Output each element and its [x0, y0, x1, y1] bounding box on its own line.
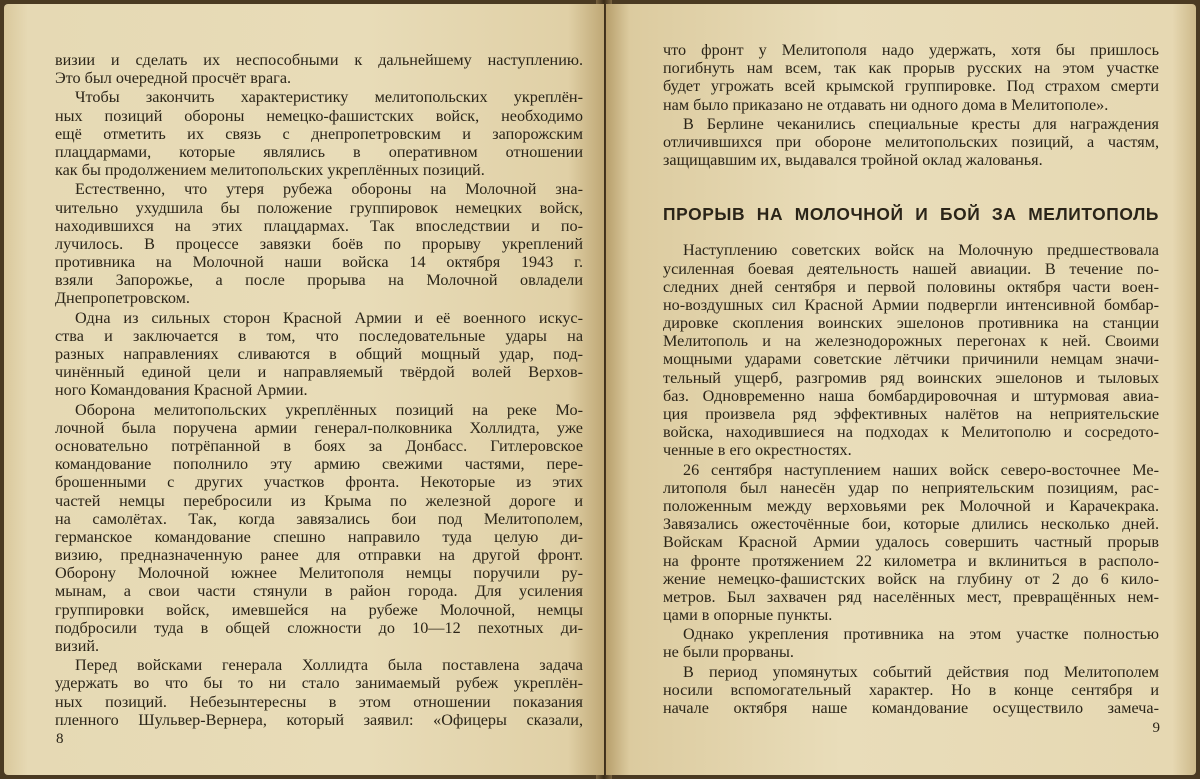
text-line: следних дней сентября и первой половины октября части воен-	[663, 277, 1159, 296]
text-line: визию, предназначенную ранее для отправки на другой фронт.	[55, 546, 583, 565]
text-line: на фронте протяжением 22 километра и вклиниться в располо-	[663, 551, 1159, 570]
text-line: ных позиций. Небезынтересны в этом отношении показания	[55, 692, 583, 711]
paragraph	[55, 309, 583, 400]
text-line: погибнуть нам всем, так как прорыв русских на этом участке	[663, 59, 1159, 78]
text-line: тельный ущерб, разгромив ряд воинских эшелонов и тыловых	[663, 368, 1159, 387]
paragraph	[663, 241, 1159, 459]
text-line: ция произвела ряд эффективных налётов на неприятельские	[663, 405, 1159, 423]
paragraph	[55, 180, 583, 307]
text-line: командование пополнило эту армию свежими частями, пере-	[55, 455, 583, 474]
text-line: лучилось. В процессе завязки боёв по прорыву укреплений	[55, 234, 583, 253]
text-line: чинённый единой цели и направляемый твёрдой волей Верхов-	[55, 363, 583, 382]
page-number: 8	[56, 731, 64, 747]
text-line: визий.	[55, 637, 100, 655]
paragraph	[55, 401, 583, 656]
text-line: германское командование спешно направило туда целую ди-	[55, 527, 583, 546]
paragraph	[55, 656, 583, 729]
text-line: чительно ухудшила бы положение группировок немецких войск,	[55, 198, 583, 217]
text-line: на самолётах. Так, когда завязались бои под Мелитополем,	[55, 509, 583, 528]
text-line: Днепропетровском.	[55, 289, 190, 308]
left-page-text	[55, 51, 583, 730]
text-line: ства и заключается в том, что последовательные удары на	[55, 326, 583, 345]
page-number: 9	[1152, 720, 1160, 736]
paragraph	[55, 88, 583, 179]
text-line: нам было приказано не отдавать ни одного дома в Мелитополе».	[663, 95, 1109, 114]
text-line: противника на Молочной наши войска 14 октября 1943 г.	[55, 253, 583, 272]
text-line: разных направлениях сливаются в общий мощный удар, под-	[55, 345, 583, 363]
text-line: начале октября наше командование осуществило замеча-	[663, 699, 1159, 717]
text-line: ещё отметить их связь с днепропетровским и запорожским	[55, 124, 583, 143]
text-line: плацдармами, которые являлись в оперативном отношении	[55, 142, 583, 161]
text-line: частей немцы перебросили из Крыма по железной дороге и	[55, 491, 583, 510]
right-page-text	[663, 41, 1159, 718]
paragraph	[55, 51, 583, 87]
text-line: Мелитополь и на железнодорожных перегонах к ней. Своими	[663, 332, 1159, 351]
text-line: носили вспомогательный характер. Но в конце сентября и	[663, 680, 1159, 699]
text-line: группировки войск, имевшейся на рубеже Молочной, немцы	[55, 600, 583, 619]
text-line: мынам, а свои части стянули в район города. Для усиления	[55, 582, 583, 601]
paragraph	[663, 461, 1159, 625]
text-line: В период упомянутых событий действия под Мелитополем	[683, 662, 1159, 681]
text-line: визии и сделать их неспособными к дальнейшему наступлению.	[55, 51, 583, 69]
text-line: ного Командования Красной Армии.	[55, 381, 308, 400]
text-line: баз. Одновременно наша бомбардировочная и штурмовая авиа-	[663, 386, 1159, 405]
text-line: ченные в его окрестностях.	[663, 441, 852, 460]
text-line: Однако укрепления противника на этом участке полностью	[683, 625, 1159, 644]
text-after-heading	[663, 241, 1159, 717]
paragraph	[663, 625, 1159, 661]
text-line: как бы продолжением мелитопольских укреплённых позиций.	[55, 161, 485, 180]
paragraph	[663, 115, 1159, 170]
text-line: основательно потрёпанной в боях за Донбасс. Гитлеровское	[55, 436, 583, 455]
text-line: В Берлине чеканились специальные кресты для награждения	[683, 114, 1159, 133]
text-line: подбросили туда в общей сложности до 10—12 пехотных ди-	[55, 618, 583, 637]
text-line: дировке скопления воинских эшелонов противника на станции	[663, 314, 1159, 333]
text-line: будет угрожать всей крымской группировке. Под страхом смерти	[663, 77, 1159, 96]
text-line: ных позиций обороны немецко-фашистских войск, необходимо	[55, 106, 583, 125]
text-line: 26 сентября наступлением наших войск северо-восточнее Ме-	[683, 460, 1159, 479]
text-line: Чтобы закончить характеристику мелитопольских укреплён-	[75, 88, 583, 107]
text-line: Это был очередной просчёт врага.	[55, 69, 292, 88]
left-page	[4, 4, 604, 775]
text-line: взяли Запорожье, а после прорыва на Молочной овладели	[55, 271, 583, 290]
text-line: Оборону Молочной южнее Мелитополя немцы поручили ру-	[55, 564, 583, 583]
text-line: Наступлению советских войск на Молочную предшествовала	[683, 241, 1159, 260]
text-line: Завязались ожесточённые бои, которые длились несколько дней.	[663, 515, 1159, 534]
text-line: лочной была поручена армии генерал-полковника Холлидта, уже	[55, 418, 583, 437]
text-line: находившихся на этих плацдармах. Так впоследствии и по-	[55, 216, 583, 235]
text-line: Одна из сильных сторон Красной Армии и её военного искус-	[75, 308, 583, 327]
paragraph	[663, 663, 1159, 718]
text-line: усиленная боевая деятельность нашей авиации. В течение по-	[663, 259, 1159, 278]
text-line: пленного Шульвер-Вернера, который заявил: «Офицеры сказали,	[55, 710, 583, 729]
text-line: Оборона мелитопольских укреплённых позиций на реке Мо-	[75, 400, 583, 419]
text-line: Войскам Красной Армии удалось совершить частный прорыв	[663, 533, 1159, 552]
chapter-heading: ПРОРЫВ НА МОЛОЧНОЙ И БОЙ ЗА МЕЛИТОПОЛЬ	[663, 204, 1159, 225]
text-line: метров. Был захвачен ряд населённых мест, превращённых нем-	[663, 587, 1159, 606]
text-line: мощными ударами советские лётчики причинили немцам значи-	[663, 350, 1159, 369]
text-line: но-воздушных сил Красной Армии подвергли интенсивной бомбар-	[663, 295, 1159, 314]
text-line: удержать во что бы то ни стало занимаемый рубеж укреплён-	[55, 674, 583, 693]
right-page	[606, 4, 1196, 775]
text-line: Естественно, что утеря рубежа обороны на Молочной зна-	[75, 180, 583, 199]
text-line: войска, находившиеся на подходах к Мелитополю и сосредото-	[663, 423, 1159, 442]
text-line: положенным между верховьями рек Молочной и Карачекрака.	[663, 496, 1159, 515]
text-line: брошенными с других участков фронта. Некоторые из этих	[55, 473, 583, 492]
text-line: что фронт у Мелитополя надо удержать, хотя бы пришлось	[663, 41, 1159, 59]
text-line: цами в опорные пункты.	[663, 606, 833, 625]
text-line: жение немецко-фашистских войск на глубину от 2 до 6 кило-	[663, 569, 1159, 588]
text-line: отличившихся при обороне мелитопольских позиций, а частям,	[663, 132, 1159, 151]
text-line: литополя был нанесён удар по неприятельским позициям, рас-	[663, 478, 1159, 497]
paragraph	[663, 41, 1159, 114]
text-line: Перед войсками генерала Холлидта была поставлена задача	[75, 656, 583, 675]
text-line: защищавшим их, выдавался тройной оклад жалованья.	[663, 151, 1043, 170]
text-line: не были прорваны.	[663, 643, 794, 662]
text-before-heading	[663, 41, 1159, 169]
